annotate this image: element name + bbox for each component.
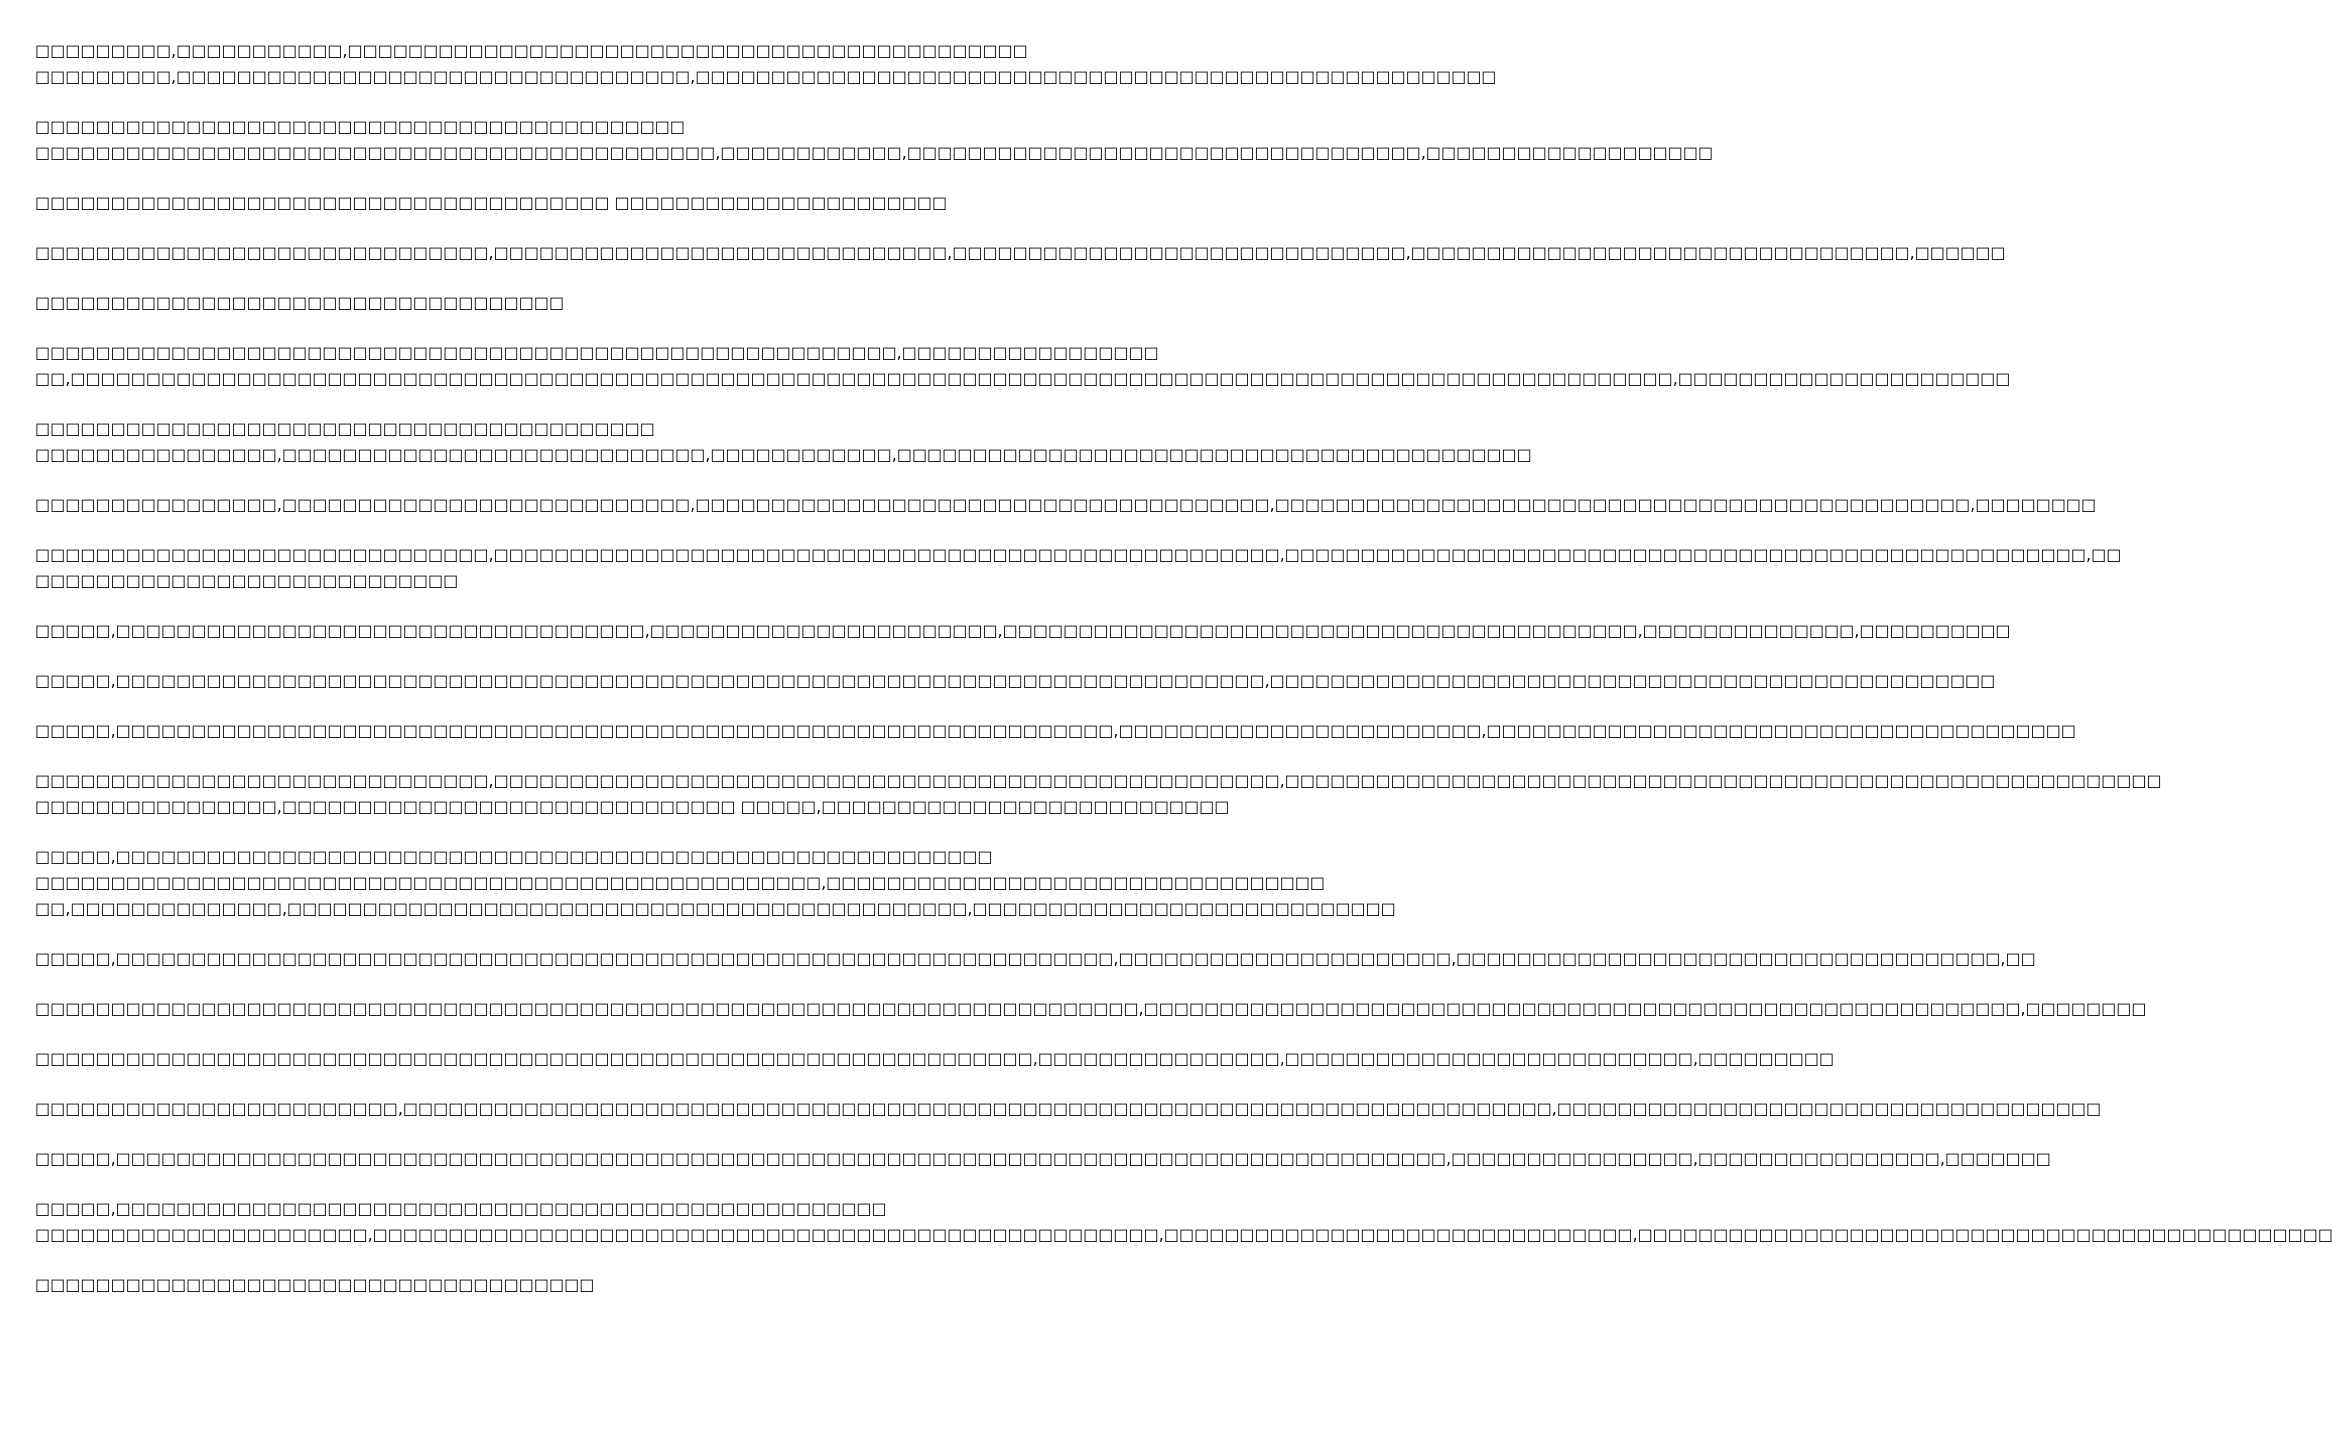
text-line: □□□□□,□□□□□□□□□□□□□□□□□□□□□□□□□□□□□□□□□□□□□□□□□□□□□□□□□□□□□□□□□□ [35, 847, 993, 866]
text-line: □□□□□□□□□□□□□□□□□□□□□□□□□□□□□□□□□□□□□□ □□□□□□□□□□□□□□□□□□□□□□ [35, 193, 948, 212]
text-line: □□,□□□□□□□□□□□□□□□□□□□□□□□□□□□□□□□□□□□□□□□□□□□□□□□□□□□□□□□□□□□□□□□□□□□□□□□□□□□□□□□□□□□□□□□□□□□□□□□□□□□□□□□□□□,□□□□□□□□□□□□□□□□□□□□□□ [35, 369, 2011, 388]
text-line: □□□□□□□□□□□□□□□□,□□□□□□□□□□□□□□□□□□□□□□□□□□□□,□□□□□□□□□□□□,□□□□□□□□□□□□□□□□□□□□□□□□□□□□□□□□□□□□□□□□□□ [35, 445, 1532, 464]
text-line: □□□□□□□□□□□□□□□□□□□□□□□□□□□□□□□□□□□□□□□□□□□□□□□□□□□□□□□□□□□□□□□□□□,□□□□□□□□□□□□□□□□,□□□□□□□□□□□□□□□□□□□□□□□□□□□,□□□□□□□□□ [35, 1049, 1835, 1068]
text-line: □□,□□□□□□□□□□□□□□,□□□□□□□□□□□□□□□□□□□□□□□□□□□□□□□□□□□□□□□□□□□□□,□□□□□□□□□□□□□□□□□□□□□□□□□□□□ [35, 899, 1396, 918]
text-line: □□□□□□□□□,□□□□□□□□□□□,□□□□□□□□□□□□□□□□□□□□□□□□□□□□□□□□□□□□□□□□□□□□□ [35, 41, 1028, 60]
text-line: □□□□□□□□□,□□□□□□□□□□□□□□□□□□□□□□□□□□□□□□□□□□,□□□□□□□□□□□□□□□□□□□□□□□□□□□□□□□□□□□□□□□□□□□□□□□□□□□□□ [35, 67, 1497, 86]
paragraph [35, 240, 2006, 266]
paragraph [35, 946, 2036, 972]
paragraph [35, 618, 2011, 644]
text-line: □□□□□,□□□□□□□□□□□□□□□□□□□□□□□□□□□□□□□□□□□□□□□□□□□□□□□□□□□□□□□□□□□□□□□□□□,□□□□□□□□□□□□□□□□□□□□□□□□,□□□□□□□□□□□□□□□□□□□□□□□□□□□□□□□□□□□□□□□ [35, 721, 2076, 740]
text-line: □□□□□,□□□□□□□□□□□□□□□□□□□□□□□□□□□□□□□□□□□□□□□□□□□□□□□□□□□□□□□□□□□□□□□□□□,□□□□□□□□□□□□□□□□□□□□□□,□□□□□□□□□□□□□□□□□□□□□□□□□□□□□□□□□□□□,□□ [35, 949, 2036, 968]
paragraph [35, 718, 2076, 744]
paragraph [35, 1046, 1835, 1072]
paragraph [35, 1196, 2333, 1248]
text-line: □□□□□□□□□□□□□□□□□□□□□□,□□□□□□□□□□□□□□□□□□□□□□□□□□□□□□□□□□□□□□□□□□□□□□□□□□□□,□□□□□□□□□□□□□□□□□□□□□□□□□□□□□□□,□□□□□□□□□□□□□□□□□□□□□□□□□□□□□□□□□□□□□□□□□□□□□□ [35, 1225, 2333, 1244]
text-line: □□□□□□□□□□□□□□□□□□□□□□□□□□□□□□□□□□□□□□□□□ [35, 419, 655, 438]
text-line: □□□□□□□□□□□□□□□□□□□□□□□□□□□□ [35, 571, 459, 590]
text-line: □□□□□□□□□□□□□□□□,□□□□□□□□□□□□□□□□□□□□□□□□□□□□□□ □□□□□,□□□□□□□□□□□□□□□□□□□□□□□□□□□ [35, 797, 1230, 816]
text-line: □□□□□,□□□□□□□□□□□□□□□□□□□□□□□□□□□□□□□□□□□□□□□□□□□□□□□□□□□□□□□□□□□□□□□□□□□□□□□□□□□□,□□□□□□□□□□□□□□□□□□□□□□□□□□□□□□□□□□□□□□□□□□□□□□□□ [35, 671, 1996, 690]
paragraph [35, 1096, 2102, 1122]
paragraph [35, 492, 2097, 518]
text-line: □□□□□,□□□□□□□□□□□□□□□□□□□□□□□□□□□□□□□□□□□,□□□□□□□□□□□□□□□□□□□□□□□,□□□□□□□□□□□□□□□□□□□□□□□□□□□□□□□□□□□□□□□□□□,□□□□□□□□□□□□□□,□□□□□□□□□□ [35, 621, 2011, 640]
paragraph [35, 996, 2147, 1022]
text-line: □□□□□□□□□□□□□□□□□□□□□□□□□□□□□□□□□□□□□□□□□□□□□□□□□□□□□□□□□,□□□□□□□□□□□□□□□□□ [35, 343, 1159, 362]
paragraph [35, 38, 1497, 90]
text-line: □□□□□□□□□□□□□□□□□□□□□□□□□□□□□□□□□□□□□□□□□□□□□□□□□□□□,□□□□□□□□□□□□□□□□□□□□□□□□□□□□□□□□□ [35, 873, 1326, 892]
text-line: □□□□□,□□□□□□□□□□□□□□□□□□□□□□□□□□□□□□□□□□□□□□□□□□□□□□□□□□□□□□□□□□□□□□□□□□□□□□□□□□□□□□□□□□□□□□□□,□□□□□□□□□□□□□□□□,□□□□□□□□□□□□□□□□,□□□□□□□ [35, 1149, 2051, 1168]
text-line: □□□□□□□□□□□□□□□□□□□□□□□□□□□□□□□□□□□ [35, 293, 565, 312]
paragraph [35, 1146, 2051, 1172]
text-line: □□□□□□□□□□□□□□□□□□□□□□□□□□□□□□,□□□□□□□□□□□□□□□□□□□□□□□□□□□□□□□□□□□□□□□□□□□□□□□□□□□□,□□□□□□□□□□□□□□□□□□□□□□□□□□□□□□□□□□□□□□□□□□□□□□□□□□□□□,□□ [35, 545, 2122, 564]
text-line: □□□□□□□□□□□□□□□□□□□□□□□□□□□□□□□□□□□□□□□□□□□□□,□□□□□□□□□□□□,□□□□□□□□□□□□□□□□□□□□□□□□□□□□□□□□□□,□□□□□□□□□□□□□□□□□□□ [35, 143, 1714, 162]
paragraph [35, 768, 2162, 820]
text-line: □□□□□□□□□□□□□□□□□□□□□□□□□□□□□□,□□□□□□□□□□□□□□□□□□□□□□□□□□□□□□□□□□□□□□□□□□□□□□□□□□□□,□□□□□□□□□□□□□□□□□□□□□□□□□□□□□□□□□□□□□□□□□□□□□□□□□□□□□□□□□□ [35, 771, 2162, 790]
paragraph [35, 844, 1396, 922]
paragraph [35, 542, 2122, 594]
text-line: □□□□□,□□□□□□□□□□□□□□□□□□□□□□□□□□□□□□□□□□□□□□□□□□□□□□□□□□□ [35, 1199, 887, 1218]
document-body [35, 38, 2333, 1428]
text-line: □□□□□□□□□□□□□□□□□□□□□□□□□□□□□□□□□□□□□ [35, 1275, 595, 1294]
paragraph [35, 114, 1714, 166]
text-line: □□□□□□□□□□□□□□□□,□□□□□□□□□□□□□□□□□□□□□□□□□□□,□□□□□□□□□□□□□□□□□□□□□□□□□□□□□□□□□□□□□□,□□□□□□□□□□□□□□□□□□□□□□□□□□□□□□□□□□□□□□□□□□□□□□,□□□□□□□□ [35, 495, 2097, 514]
paragraph [35, 1272, 989, 1298]
paragraph [35, 340, 2011, 392]
text-line: □□□□□□□□□□□□□□□□□□□□□□□□□□□□□□□□□□□□□□□□□□□ [35, 117, 686, 136]
text-line: □□□□□□□□□□□□□□□□□□□□□□□□,□□□□□□□□□□□□□□□□□□□□□□□□□□□□□□□□□□□□□□□□□□□□□□□□□□□□□□□□□□□□□□□□□□□□□□□□□□□□,□□□□□□□□□□□□□□□□□□□□□□□□□□□□□□□□□□□□ [35, 1099, 2102, 1118]
text-line: □□□□□□□□□□□□□□□□□□□□□□□□□□□□□□,□□□□□□□□□□□□□□□□□□□□□□□□□□□□□□,□□□□□□□□□□□□□□□□□□□□□□□□□□□□□□,□□□□□□□□□□□□□□□□□□□□□□□□□□□□□□□□□,□□□□□□ [35, 243, 2006, 262]
paragraph [35, 290, 989, 316]
paragraph [35, 190, 989, 216]
paragraph [35, 668, 1996, 694]
text-line: □□□□□□□□□□□□□□□□□□□□□□□□□□□□□□□□□□□□□□□□□□□□□□□□□□□□□□□□□□□□□□□□□□□□□□□□□,□□□□□□□□□□□□□□□□□□□□□□□□□□□□□□□□□□□□□□□□□□□□□□□□□□□□□□□□□□,□□□□□□□□ [35, 999, 2147, 1018]
paragraph [35, 416, 1532, 468]
